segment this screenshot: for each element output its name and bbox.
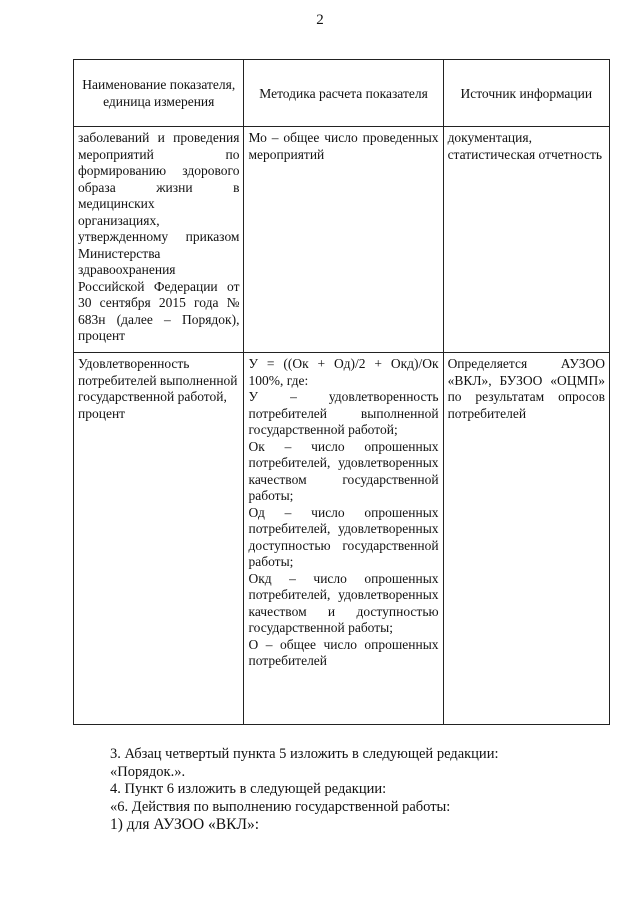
formula-text: У = ((Ок + Од)/2 + Окд)/Ок 100%, где: [248,356,439,388]
cell-info-source [443,353,609,725]
amendment-text [110,746,610,834]
table-header-row [74,60,610,127]
subitem-1: 1) для АУЗОО «ВКЛ»: [110,816,260,833]
table-row [74,353,610,725]
cell-calc-method [244,353,443,725]
formula-def-okd: Окд – число опрошенных потребителей, удовлетворенных качеством и доступностью государственной работы; [248,570,439,635]
page-number: 2 [316,12,324,28]
header-indicator-name: Наименование показателя, единица измерения [74,60,244,127]
cell-text: Определяется АУЗОО «ВКЛ», БУЗОО «ОЦМП» по результатам опросов потребителей [447,356,605,421]
paragraph-3-quote: «Порядок.». [110,763,186,780]
cell-text: заболеваний и проведения мероприятий по формированию здорового образа жизни в медицинских организациях, утвержденному приказом Министерства здравоохранения Российской Федерации от 30 сентября 2015 года № 683н (далее – Порядок), процент [78,130,240,343]
cell-info-source [443,127,609,353]
paragraph-3: 3. Абзац четвертый пункта 5 изложить в следующей редакции: [110,746,499,762]
table-row [74,127,610,353]
cell-calc-method [244,127,443,353]
cell-text: Мо – общее число проведенных мероприятий [248,130,439,162]
header-calc-method: Методика расчета показателя [244,60,443,127]
cell-text: Удовлетворенность потребителей выполненной государственной работой, процент [78,356,238,421]
header-info-source: Источник информации [443,60,609,127]
formula-def-ok: Ок – число опрошенных потребителей, удовлетворенных качеством государственной работы; [248,438,439,503]
formula-def-od: Од – число опрошенных потребителей, удовлетворенных доступностью государственной работы; [248,504,439,569]
formula-def-o: О – общее число опрошенных потребителей [248,636,439,668]
cell-indicator-name [74,127,244,353]
cell-text: документация, статистическая отчетность [447,130,603,162]
formula-def-u: У – удовлетворенность потребителей выполненной государственной работой; [248,389,439,437]
paragraph-4-quote: «6. Действия по выполнению государственной работы: [110,798,451,815]
cell-indicator-name [74,353,244,725]
indicator-table [73,59,610,725]
paragraph-4: 4. Пункт 6 изложить в следующей редакции: [110,781,387,797]
